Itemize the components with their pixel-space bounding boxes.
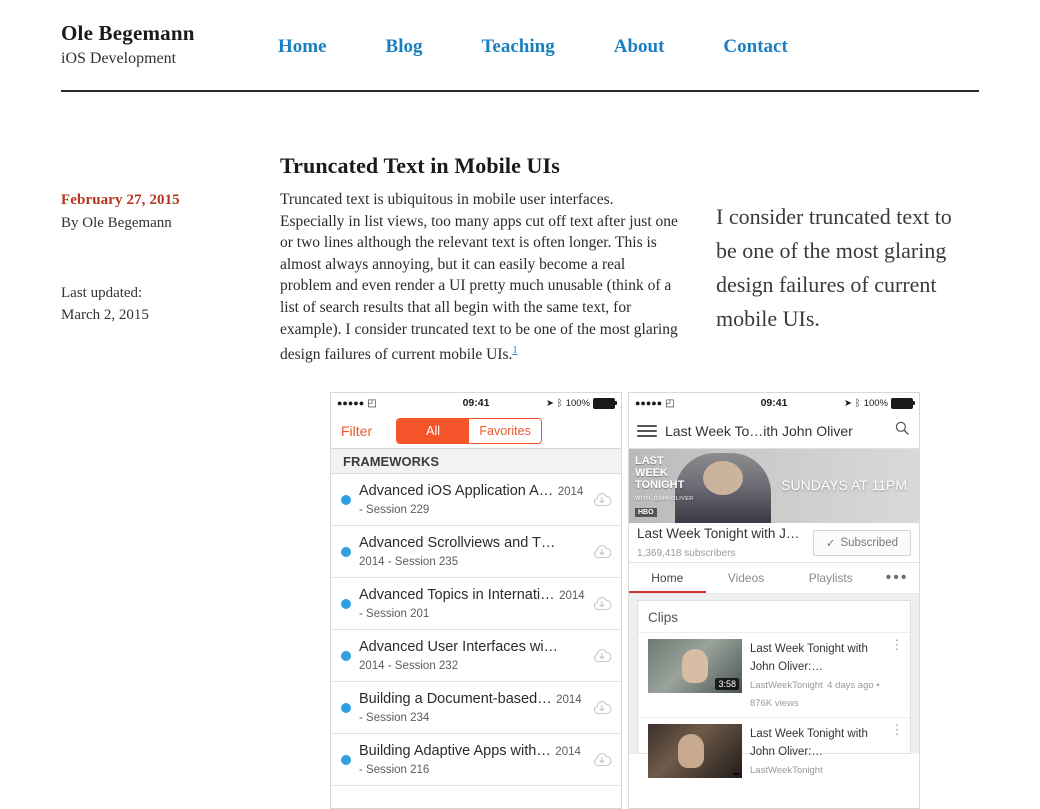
download-icon[interactable] — [591, 697, 613, 719]
tab-playlists[interactable]: Playlists — [808, 571, 853, 585]
row-title: Advanced Scrollviews and T… — [359, 534, 556, 551]
clips-card — [637, 600, 911, 776]
download-icon[interactable] — [591, 541, 613, 563]
logo-subtitle: WITH JOHN OLIVER — [635, 496, 694, 502]
channel-texts — [637, 525, 813, 561]
filter-button[interactable]: Filter — [341, 422, 373, 439]
row-texts — [359, 482, 585, 518]
nav-title: Last Week To…ith John Oliver — [665, 422, 853, 439]
logo-line-2: WEEK — [635, 467, 668, 479]
site-header — [61, 20, 979, 90]
footnote-link[interactable]: 1 — [512, 345, 518, 357]
figure-phone-screenshots — [330, 392, 920, 809]
check-icon: ✓ — [825, 537, 836, 550]
row-title: Advanced Topics in Internati… — [359, 586, 555, 603]
clips-section-header: Clips — [648, 610, 679, 625]
nav-item-contact[interactable]: Contact — [723, 36, 788, 57]
subscribed-button[interactable] — [813, 530, 911, 556]
video-channel: LastWeekTonight — [750, 765, 823, 776]
more-options-icon[interactable]: ⋮ — [890, 722, 904, 737]
row-title: Advanced iOS Application A… — [359, 482, 554, 499]
status-clock: 09:41 — [462, 397, 490, 409]
unread-dot-icon — [341, 495, 351, 505]
phone-screenshot-right — [628, 392, 920, 809]
video-texts — [742, 639, 890, 711]
wifi-icon: ◰ — [367, 397, 377, 409]
phone-screenshot-left — [330, 392, 622, 809]
location-arrow-icon: ➤ — [844, 397, 852, 409]
pull-quote: I consider truncated text to be one of the most glaring design failures of current mobile UIs. — [716, 204, 952, 331]
row-title: Building a Document-based… — [359, 690, 552, 707]
bluetooth-icon: ᛒ — [854, 397, 861, 409]
download-icon[interactable] — [591, 593, 613, 615]
table-row[interactable] — [331, 630, 621, 682]
unread-dot-icon — [341, 755, 351, 765]
article-body — [280, 189, 680, 366]
page-title: Truncated Text in Mobile UIs — [280, 152, 560, 178]
thumbnail-subject — [678, 734, 704, 768]
row-texts — [359, 586, 585, 622]
list-section-header: FRAMEWORKS — [331, 449, 621, 474]
channel-name: Last Week Tonight with J… — [637, 525, 800, 541]
nav-item-home[interactable]: Home — [278, 36, 327, 57]
unread-dot-icon — [341, 703, 351, 713]
download-icon[interactable] — [591, 645, 613, 667]
status-bar — [629, 393, 919, 413]
post-author: By Ole Begemann — [61, 215, 172, 231]
video-thumbnail[interactable] — [648, 639, 742, 693]
table-row[interactable] — [331, 578, 621, 630]
logo-line-1: LAST — [635, 455, 664, 467]
banner-tagline: SUNDAYS AT 11PM — [781, 477, 907, 493]
download-icon[interactable] — [591, 749, 613, 771]
segment-all[interactable]: All — [397, 419, 469, 443]
list-toolbar — [331, 413, 621, 449]
bluetooth-icon: ᛒ — [556, 397, 563, 409]
show-logo — [635, 455, 694, 505]
channel-subscribers: 1,369,418 subscribers — [637, 547, 736, 559]
unread-dot-icon — [341, 599, 351, 609]
table-row[interactable] — [331, 682, 621, 734]
video-duration: 3:58 — [715, 678, 739, 690]
post-meta — [61, 189, 251, 326]
location-arrow-icon: ➤ — [546, 397, 554, 409]
video-channel: LastWeekTonight — [750, 680, 823, 691]
row-texts — [359, 690, 585, 726]
battery-icon — [593, 398, 615, 409]
video-duration — [733, 773, 739, 775]
post-updated-label: Last updated: — [61, 285, 143, 301]
list-item[interactable] — [638, 632, 910, 717]
row-subtitle: 2014 - Session 201 — [359, 589, 585, 620]
app-nav-bar — [629, 413, 919, 449]
header-divider — [61, 90, 979, 92]
battery-icon — [891, 398, 913, 409]
wifi-icon: ◰ — [665, 397, 675, 409]
table-row[interactable] — [331, 526, 621, 578]
table-row[interactable] — [331, 734, 621, 786]
search-icon[interactable] — [893, 419, 911, 442]
segment-favorites[interactable]: Favorites — [469, 419, 541, 443]
tab-videos[interactable]: Videos — [727, 571, 765, 585]
row-texts — [359, 534, 585, 570]
channel-header — [629, 523, 919, 563]
row-texts — [359, 638, 585, 674]
status-clock: 09:41 — [760, 397, 788, 409]
nav-item-teaching[interactable]: Teaching — [481, 36, 555, 57]
unread-dot-icon — [341, 547, 351, 557]
channel-content — [629, 594, 919, 776]
unread-dot-icon — [341, 651, 351, 661]
network-badge: HBO — [635, 508, 657, 517]
channel-banner — [629, 449, 919, 523]
battery-percent: 100% — [863, 397, 888, 409]
row-subtitle: 2014 - Session 235 — [359, 555, 459, 568]
segmented-control — [396, 418, 542, 444]
logo-line-3: TONIGHT — [635, 479, 685, 491]
row-subtitle: 2014 - Session 234 — [359, 693, 582, 724]
row-texts — [359, 742, 585, 778]
tab-overflow-icon[interactable]: ••• — [885, 569, 909, 586]
row-subtitle: 2014 - Session 232 — [359, 659, 459, 672]
video-thumbnail[interactable] — [648, 724, 742, 778]
list-item[interactable] — [638, 717, 910, 784]
channel-tabs — [629, 563, 919, 594]
video-texts — [742, 724, 890, 778]
nav-item-blog[interactable]: Blog — [385, 36, 423, 57]
article-paragraph: Truncated text is ubiquitous in mobile user interfaces. Especially in list views, too many apps cut off text after just one or two lines although the relevant text is often longer. This is almost always annoying, but it can easily become a real problem and even render a UI pretty much unusable (think of a list of search results that all begin with the same text, for example). I consider truncated text to be one of the most glaring design failures of current mobile UIs. — [280, 191, 678, 364]
video-stats: 4 days ago • 876K views — [750, 680, 880, 709]
signal-icon: ●●●●● — [337, 398, 365, 408]
row-subtitle: 2014 - Session 229 — [359, 485, 584, 516]
hamburger-menu-icon[interactable] — [637, 425, 657, 437]
battery-percent: 100% — [565, 397, 590, 409]
video-title: Last Week Tonight with John Oliver:… — [750, 643, 868, 673]
table-row[interactable] — [331, 474, 621, 526]
row-title: Building Adaptive Apps with… — [359, 742, 551, 759]
site-brand[interactable] — [61, 20, 195, 70]
brand-title: Ole Begemann — [61, 21, 195, 45]
brand-subtitle: iOS Development — [61, 50, 177, 67]
signal-icon: ●●●●● — [635, 398, 663, 408]
row-subtitle: 2014 - Session 216 — [359, 745, 581, 776]
tab-home[interactable]: Home — [629, 563, 706, 593]
more-options-icon[interactable]: ⋮ — [890, 637, 904, 652]
main-nav — [278, 36, 788, 58]
video-title: Last Week Tonight with John Oliver:… — [750, 728, 868, 758]
row-title: Advanced User Interfaces wi… — [359, 638, 559, 655]
status-bar — [331, 393, 621, 413]
nav-item-about[interactable]: About — [613, 36, 665, 57]
subscribed-label: Subscribed — [840, 536, 898, 549]
download-icon[interactable] — [591, 489, 613, 511]
thumbnail-subject — [682, 649, 708, 683]
post-updated-date: March 2, 2015 — [61, 307, 149, 323]
post-date: February 27, 2015 — [61, 192, 180, 208]
